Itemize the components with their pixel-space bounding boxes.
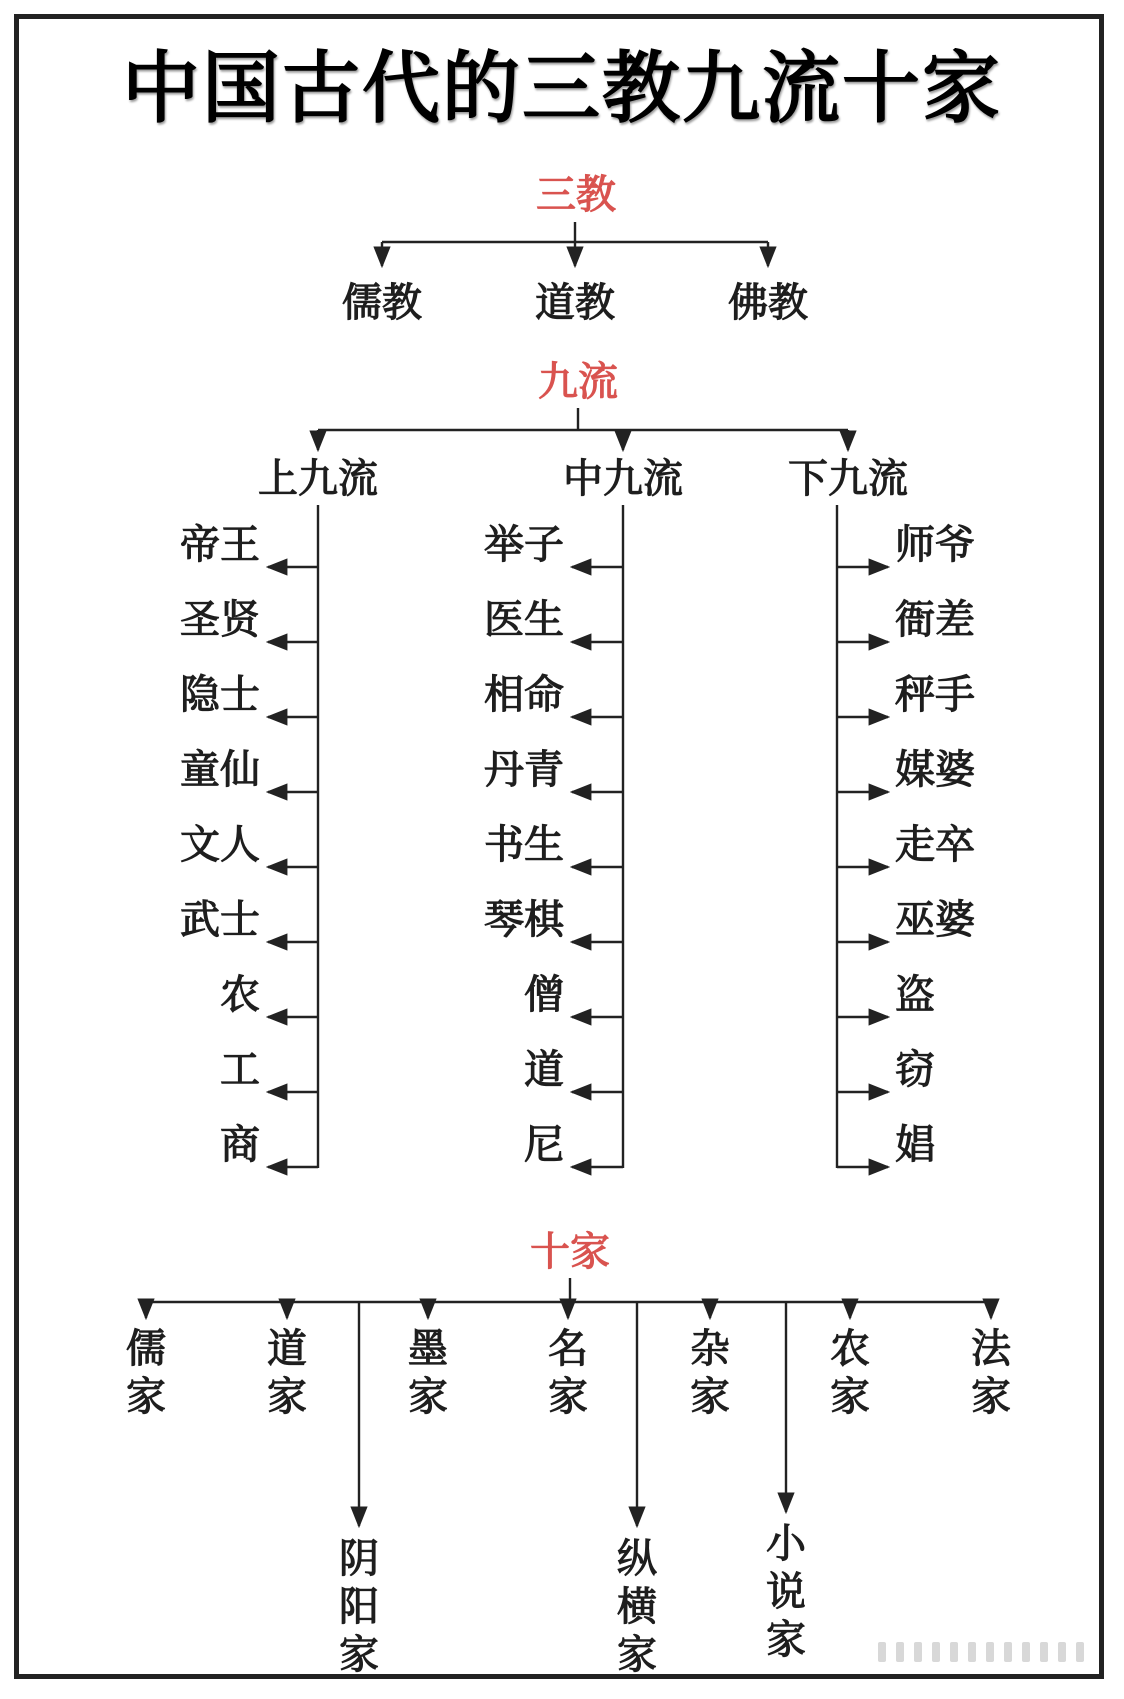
- middle-nine-item-5: 琴棋: [484, 897, 564, 943]
- label-upper-nine: 上九流: [258, 456, 378, 502]
- upper-nine-item-7: 工: [220, 1047, 260, 1093]
- page-title: 中国古代的三教九流十家: [121, 43, 1003, 134]
- heading-san-jiao: 三教: [536, 172, 616, 218]
- school-5: 农家: [830, 1326, 870, 1420]
- school-1: 道家: [267, 1326, 307, 1420]
- lower-nine-item-3: 媒婆: [895, 747, 975, 793]
- lower-nine-item-0: 师爷: [895, 522, 975, 568]
- school-3: 名家: [548, 1326, 588, 1420]
- school-bottom-2: 小说家: [766, 1521, 806, 1663]
- upper-nine-item-5: 武士: [180, 897, 260, 943]
- lower-nine-item-5: 巫婆: [895, 897, 975, 943]
- middle-nine-item-7: 道: [524, 1047, 564, 1093]
- lower-nine-item-6: 盗: [895, 972, 935, 1018]
- middle-nine-item-6: 僧: [524, 972, 564, 1018]
- school-bottom-1: 纵横家: [617, 1536, 657, 1678]
- lower-nine-item-4: 走卒: [895, 822, 975, 868]
- lower-nine-item-1: 衙差: [895, 597, 975, 643]
- middle-nine-item-3: 丹青: [484, 747, 564, 793]
- lower-nine-item-8: 娼: [895, 1122, 935, 1168]
- upper-nine-item-8: 商: [220, 1122, 260, 1168]
- upper-nine-item-3: 童仙: [180, 747, 260, 793]
- upper-nine-item-1: 圣贤: [180, 597, 260, 643]
- heading-jiu-liu: 九流: [538, 359, 618, 405]
- school-bottom-0: 阴阳家: [339, 1536, 379, 1678]
- scroll-indicator: [878, 1638, 1094, 1662]
- school-6: 法家: [971, 1326, 1011, 1420]
- school-4: 杂家: [690, 1326, 730, 1420]
- item-dao-jiao: 道教: [535, 280, 615, 326]
- middle-nine-item-4: 书生: [484, 822, 564, 868]
- item-fo-jiao: 佛教: [728, 280, 808, 326]
- label-lower-nine: 下九流: [788, 456, 908, 502]
- item-ru-jiao: 儒教: [342, 280, 422, 326]
- upper-nine-item-0: 帝王: [180, 522, 260, 568]
- heading-shi-jia: 十家: [530, 1229, 610, 1275]
- label-middle-nine: 中九流: [563, 456, 683, 502]
- middle-nine-item-0: 举子: [484, 522, 564, 568]
- upper-nine-item-4: 文人: [180, 822, 260, 868]
- middle-nine-item-8: 尼: [524, 1122, 564, 1168]
- school-2: 墨家: [408, 1326, 448, 1420]
- upper-nine-item-2: 隐士: [180, 672, 260, 718]
- school-0: 儒家: [126, 1326, 166, 1420]
- lower-nine-item-7: 窃: [895, 1047, 935, 1093]
- middle-nine-item-1: 医生: [484, 597, 564, 643]
- lower-nine-item-2: 秤手: [895, 672, 975, 718]
- middle-nine-item-2: 相命: [484, 672, 564, 718]
- upper-nine-item-6: 农: [220, 972, 260, 1018]
